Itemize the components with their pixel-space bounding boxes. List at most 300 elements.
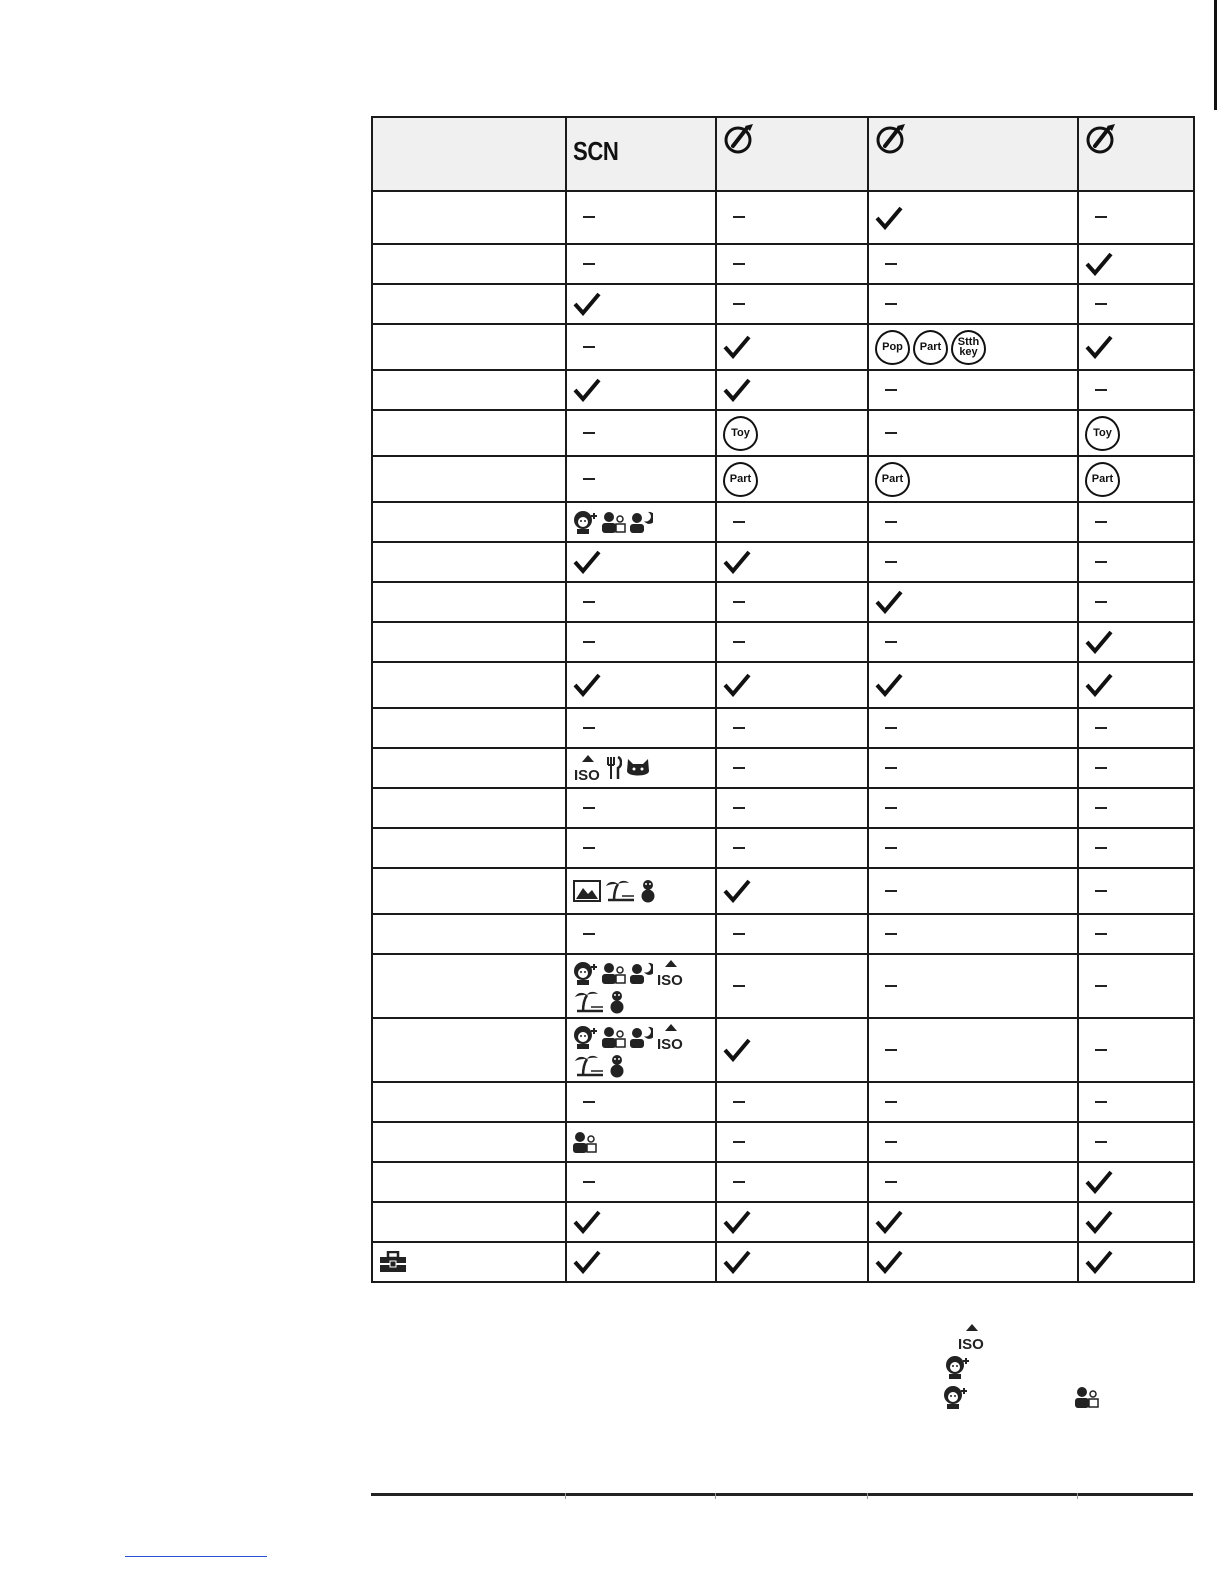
- table-cell: [868, 582, 1078, 622]
- table-cell: [1078, 954, 1194, 1018]
- table-row: [372, 788, 1194, 828]
- table-cell: [716, 828, 868, 868]
- table-cell: [566, 828, 716, 868]
- table-cell: [566, 410, 716, 456]
- table-cell: [566, 1018, 716, 1082]
- row-label-cell: [372, 1242, 566, 1282]
- checkmark-icon: [723, 1210, 867, 1234]
- row-label-cell: [372, 1082, 566, 1122]
- checkmark-icon: [1085, 673, 1193, 697]
- soft-skin-icon: [573, 960, 599, 986]
- not-available-dash: [733, 807, 745, 809]
- not-available-dash: [1095, 1141, 1107, 1143]
- table-row: [372, 324, 1194, 370]
- row-label-cell: [372, 542, 566, 582]
- not-available-dash: [733, 263, 745, 265]
- table-cell: [716, 914, 868, 954]
- table-cell: [1078, 1202, 1194, 1242]
- not-available-dash: [583, 727, 595, 729]
- table-cell: [868, 502, 1078, 542]
- table-cell: [868, 788, 1078, 828]
- checkmark-icon: [573, 1210, 715, 1234]
- not-available-dash: [1095, 933, 1107, 935]
- table-cell: [716, 868, 868, 914]
- checkmark-icon: [573, 673, 715, 697]
- icon-group: [573, 959, 715, 1014]
- svg-text:ISO: ISO: [574, 767, 600, 782]
- not-available-dash: [885, 263, 897, 265]
- effect-bubble-icon: Part: [913, 330, 948, 365]
- bottom-rule: [371, 1493, 1193, 1496]
- table-cell: [566, 1202, 716, 1242]
- table-cell: [716, 1162, 868, 1202]
- effect-bubble-icon: Stth key: [951, 330, 986, 365]
- not-available-dash: [733, 216, 745, 218]
- table-cell: [716, 954, 868, 1018]
- icon-group: [573, 754, 715, 782]
- effect-bubble-icon: Part: [1085, 462, 1120, 497]
- table-cell: [566, 914, 716, 954]
- row-label-cell: [372, 370, 566, 410]
- high-sensitivity-icon: [656, 959, 686, 987]
- table-row: [372, 370, 1194, 410]
- table-cell: [1078, 1242, 1194, 1282]
- table-cell: [1078, 1122, 1194, 1162]
- table-cell: [1078, 456, 1194, 502]
- table-cell: [1078, 1082, 1194, 1122]
- table-cell: [566, 324, 716, 370]
- table-cell: [1078, 370, 1194, 410]
- column-tick: [715, 1493, 716, 1499]
- not-available-dash: [885, 303, 897, 305]
- row-label-cell: [372, 1202, 566, 1242]
- checkmark-icon: [573, 378, 715, 402]
- table-row: [372, 914, 1194, 954]
- table-cell: [716, 370, 868, 410]
- table-cell: [566, 788, 716, 828]
- not-available-dash: [733, 1101, 745, 1103]
- table-cell: [1078, 828, 1194, 868]
- row-label-cell: [372, 622, 566, 662]
- not-available-dash: [733, 641, 745, 643]
- table-cell: [868, 1082, 1078, 1122]
- icon-group: [573, 509, 715, 535]
- table-cell: [1078, 324, 1194, 370]
- high-sensitivity-icon: [957, 1323, 987, 1351]
- not-available-dash: [885, 767, 897, 769]
- table-cell: [566, 1242, 716, 1282]
- row-label-cell: [372, 582, 566, 622]
- icon-group: [1085, 416, 1193, 451]
- row-label-cell: [372, 748, 566, 788]
- table-row: [372, 582, 1194, 622]
- checkmark-icon: [1085, 335, 1193, 359]
- effect-bubble-icon: Pop: [875, 330, 910, 365]
- icon-group: [573, 879, 715, 903]
- table-cell: [566, 868, 716, 914]
- table-cell: [566, 582, 716, 622]
- table-cell: [716, 582, 868, 622]
- effect-bubble-icon: Toy: [1085, 416, 1120, 451]
- table-cell: [716, 1242, 868, 1282]
- checkmark-icon: [573, 292, 715, 316]
- table-cell: [868, 542, 1078, 582]
- not-available-dash: [1095, 890, 1107, 892]
- table-cell: [716, 1122, 868, 1162]
- night-portrait-icon: [629, 1026, 653, 1048]
- table-cell: [1078, 244, 1194, 284]
- icon-group: [723, 416, 867, 451]
- table-row: [372, 662, 1194, 708]
- table-cell: [716, 1018, 868, 1082]
- checkmark-icon: [723, 335, 867, 359]
- not-available-dash: [1095, 216, 1107, 218]
- not-available-dash: [583, 263, 595, 265]
- table-row: [372, 954, 1194, 1018]
- checkmark-icon: [875, 206, 1077, 230]
- snow-icon: [608, 990, 626, 1014]
- table-cell: [716, 1082, 868, 1122]
- not-available-dash: [733, 727, 745, 729]
- not-available-dash: [885, 1181, 897, 1183]
- table-cell: [1078, 788, 1194, 828]
- not-available-dash: [1095, 767, 1107, 769]
- row-label-cell: [372, 456, 566, 502]
- checkmark-icon: [875, 1250, 1077, 1274]
- not-available-dash: [1095, 389, 1107, 391]
- landscape-icon: [573, 880, 601, 902]
- table-cell: [1078, 914, 1194, 954]
- header-effect-cell-3: [1078, 117, 1194, 191]
- table-row: [372, 708, 1194, 748]
- not-available-dash: [733, 767, 745, 769]
- table-cell: [716, 191, 868, 244]
- soft-skin-icon: [945, 1354, 971, 1380]
- not-available-dash: [885, 561, 897, 563]
- table-cell: [868, 370, 1078, 410]
- table-header-row: [372, 117, 1194, 191]
- checkmark-icon: [875, 673, 1077, 697]
- table-cell: [868, 410, 1078, 456]
- table-cell: [566, 370, 716, 410]
- not-available-dash: [583, 1181, 595, 1183]
- not-available-dash: [885, 641, 897, 643]
- not-available-dash: [733, 601, 745, 603]
- not-available-dash: [583, 216, 595, 218]
- checkmark-icon: [723, 673, 867, 697]
- table-cell: [1078, 410, 1194, 456]
- table-cell: [716, 324, 868, 370]
- not-available-dash: [733, 1181, 745, 1183]
- checkmark-icon: [723, 378, 867, 402]
- table-row: [372, 284, 1194, 324]
- table-cell: [868, 456, 1078, 502]
- pet-icon: [625, 757, 651, 779]
- header-effect-cell-1: [716, 117, 868, 191]
- not-available-dash: [885, 1049, 897, 1051]
- night-portrait-icon: [629, 962, 653, 984]
- table-row: [372, 622, 1194, 662]
- svg-text:ISO: ISO: [657, 1035, 683, 1051]
- table-cell: [716, 456, 868, 502]
- snow-icon: [639, 879, 657, 903]
- table-cell: [868, 662, 1078, 708]
- toolbox-icon: [379, 1251, 565, 1273]
- table-cell: [868, 868, 1078, 914]
- portrait-icon: [602, 962, 626, 984]
- row-label-cell: [372, 914, 566, 954]
- table-cell: [566, 1122, 716, 1162]
- mode-compatibility-table: [371, 116, 1195, 1283]
- soft-skin-icon: [573, 509, 599, 535]
- not-available-dash: [1095, 561, 1107, 563]
- not-available-dash: [583, 601, 595, 603]
- not-available-dash: [583, 1101, 595, 1103]
- table-row: [372, 1202, 1194, 1242]
- row-label-cell: [372, 1122, 566, 1162]
- table-row: [372, 1018, 1194, 1082]
- row-label-cell: [372, 662, 566, 708]
- header-blank-cell: [372, 117, 566, 191]
- checkmark-icon: [1085, 1250, 1193, 1274]
- table-row: [372, 191, 1194, 244]
- not-available-dash: [733, 1141, 745, 1143]
- not-available-dash: [885, 933, 897, 935]
- table-cell: [566, 456, 716, 502]
- checkmark-icon: [723, 550, 867, 574]
- checkmark-icon: [723, 1250, 867, 1274]
- table-cell: [1078, 708, 1194, 748]
- table-cell: [716, 748, 868, 788]
- not-available-dash: [583, 346, 595, 348]
- table-cell: [868, 324, 1078, 370]
- table-cell: [1078, 1018, 1194, 1082]
- table-cell: [566, 708, 716, 748]
- table-cell: [716, 542, 868, 582]
- not-available-dash: [1095, 303, 1107, 305]
- high-sensitivity-icon: [656, 1023, 686, 1051]
- table-cell: [868, 1018, 1078, 1082]
- not-available-dash: [1095, 601, 1107, 603]
- table-cell: [566, 502, 716, 542]
- checkmark-icon: [723, 879, 867, 903]
- not-available-dash: [1095, 847, 1107, 849]
- table-cell: [566, 1162, 716, 1202]
- icon-group: [1085, 462, 1193, 497]
- table-row: [372, 244, 1194, 284]
- page-link-underline: [125, 1556, 267, 1557]
- checkmark-icon: [875, 590, 1077, 614]
- table-cell: [716, 662, 868, 708]
- table-cell: [716, 410, 868, 456]
- column-tick: [867, 1493, 868, 1499]
- table-body: [372, 191, 1194, 1282]
- table-row: [372, 1122, 1194, 1162]
- table-cell: [1078, 284, 1194, 324]
- header-effect-cell-2: [868, 117, 1078, 191]
- table-row: [372, 456, 1194, 502]
- effect-bubble-icon: Part: [723, 462, 758, 497]
- svg-text:ISO: ISO: [958, 1336, 984, 1351]
- not-available-dash: [885, 1141, 897, 1143]
- svg-text:ISO: ISO: [657, 971, 683, 987]
- icon-group: [573, 1023, 715, 1078]
- not-available-dash: [1095, 521, 1107, 523]
- table-cell: [566, 622, 716, 662]
- table-cell: [868, 914, 1078, 954]
- page-edge-mark: [1214, 0, 1217, 110]
- checkmark-icon: [1085, 1210, 1193, 1234]
- table-cell: [868, 244, 1078, 284]
- row-label-cell: [372, 410, 566, 456]
- portrait-icon: [602, 511, 626, 533]
- row-label-cell: [372, 1162, 566, 1202]
- table-cell: [566, 244, 716, 284]
- table-cell: [1078, 662, 1194, 708]
- checkmark-icon: [1085, 630, 1193, 654]
- table-row: [372, 542, 1194, 582]
- table-cell: [868, 1242, 1078, 1282]
- icon-group: [573, 1131, 715, 1153]
- table-cell: [1078, 622, 1194, 662]
- table-cell: [566, 542, 716, 582]
- not-available-dash: [885, 727, 897, 729]
- column-tick: [1077, 1493, 1078, 1499]
- not-available-dash: [885, 985, 897, 987]
- portrait-icon: [602, 1026, 626, 1048]
- not-available-dash: [733, 933, 745, 935]
- table-cell: [566, 284, 716, 324]
- table-cell: [868, 828, 1078, 868]
- table-row: [372, 748, 1194, 788]
- not-available-dash: [733, 847, 745, 849]
- beach-icon: [573, 990, 605, 1014]
- not-available-dash: [583, 641, 595, 643]
- not-available-dash: [1095, 1101, 1107, 1103]
- not-available-dash: [583, 478, 595, 480]
- not-available-dash: [1095, 1049, 1107, 1051]
- table-cell: [566, 954, 716, 1018]
- table-cell: [716, 502, 868, 542]
- table-cell: [868, 708, 1078, 748]
- not-available-dash: [1095, 807, 1107, 809]
- scene-mode-label: SCN: [573, 136, 619, 166]
- snow-icon: [608, 1054, 626, 1078]
- table-cell: [716, 1202, 868, 1242]
- table-row: [372, 828, 1194, 868]
- table-row: [372, 868, 1194, 914]
- table-row: [372, 502, 1194, 542]
- row-label-cell: [372, 1018, 566, 1082]
- beach-icon: [604, 879, 636, 903]
- effect-bubble-icon: Toy: [723, 416, 758, 451]
- table-cell: [868, 954, 1078, 1018]
- table-cell: [716, 284, 868, 324]
- picture-effect-icon: [875, 122, 1077, 156]
- not-available-dash: [885, 432, 897, 434]
- table-cell: [1078, 748, 1194, 788]
- row-label-cell: [372, 244, 566, 284]
- icon-group: [875, 330, 1077, 365]
- table-cell: [566, 1082, 716, 1122]
- row-label-cell: [372, 502, 566, 542]
- table-cell: [1078, 868, 1194, 914]
- table-cell: [1078, 582, 1194, 622]
- table-cell: [868, 1202, 1078, 1242]
- table-cell: [868, 191, 1078, 244]
- not-available-dash: [1095, 985, 1107, 987]
- portrait-icon: [1075, 1386, 1099, 1408]
- not-available-dash: [733, 985, 745, 987]
- night-portrait-icon: [629, 511, 653, 533]
- not-available-dash: [583, 847, 595, 849]
- table-cell: [1078, 542, 1194, 582]
- not-available-dash: [1095, 727, 1107, 729]
- header-scene-cell: [566, 117, 716, 191]
- table-cell: [868, 284, 1078, 324]
- table-row: [372, 410, 1194, 456]
- beach-icon: [573, 1054, 605, 1078]
- table-row: [372, 1162, 1194, 1202]
- not-available-dash: [583, 933, 595, 935]
- soft-skin-icon: [573, 1024, 599, 1050]
- not-available-dash: [583, 432, 595, 434]
- table-cell: [566, 748, 716, 788]
- not-available-dash: [885, 847, 897, 849]
- checkmark-icon: [1085, 252, 1193, 276]
- icon-group: [723, 462, 867, 497]
- gourmet-icon: [606, 756, 622, 780]
- table-cell: [716, 708, 868, 748]
- not-available-dash: [733, 521, 745, 523]
- row-label-cell: [372, 191, 566, 244]
- row-label-cell: [372, 284, 566, 324]
- row-label-cell: [372, 954, 566, 1018]
- table-row: [372, 1242, 1194, 1282]
- icon-group: [875, 462, 1077, 497]
- picture-effect-icon: [1085, 122, 1193, 156]
- row-label-cell: [372, 828, 566, 868]
- table-cell: [716, 788, 868, 828]
- row-label-cell: [372, 324, 566, 370]
- high-sensitivity-icon: [573, 754, 603, 782]
- not-available-dash: [885, 890, 897, 892]
- table-cell: [868, 1122, 1078, 1162]
- soft-skin-icon: [943, 1384, 969, 1410]
- table-cell: [1078, 1162, 1194, 1202]
- table-cell: [566, 662, 716, 708]
- effect-bubble-icon: Part: [875, 462, 910, 497]
- not-available-dash: [733, 303, 745, 305]
- checkmark-icon: [573, 1250, 715, 1274]
- checkmark-icon: [875, 1210, 1077, 1234]
- table-cell: [716, 622, 868, 662]
- table-row: [372, 1082, 1194, 1122]
- row-label-cell: [372, 868, 566, 914]
- table-cell: [1078, 502, 1194, 542]
- column-tick: [565, 1493, 566, 1499]
- row-label-cell: [372, 788, 566, 828]
- not-available-dash: [885, 521, 897, 523]
- table-cell: [566, 191, 716, 244]
- not-available-dash: [885, 807, 897, 809]
- not-available-dash: [885, 389, 897, 391]
- table-cell: [868, 748, 1078, 788]
- row-label-cell: [372, 708, 566, 748]
- picture-effect-icon: [723, 122, 867, 156]
- table-cell: [868, 1162, 1078, 1202]
- checkmark-icon: [723, 1038, 867, 1062]
